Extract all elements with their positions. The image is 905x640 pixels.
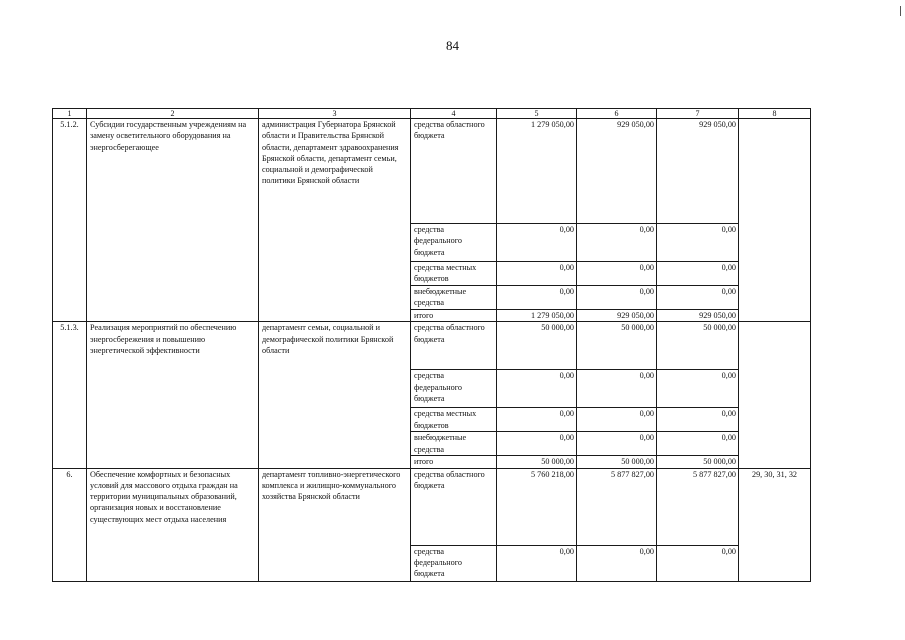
header-col-3: 3 [259, 109, 411, 119]
value-col-7: 0,00 [657, 408, 739, 432]
value-col-7: 929 050,00 [657, 119, 739, 224]
page-number: 84 [446, 38, 459, 53]
header-col-1: 1 [53, 109, 87, 119]
value-col-6: 50 000,00 [577, 322, 657, 370]
row-executor: департамент семьи, социальной и демографической политики Брянской области [259, 322, 411, 468]
budget-table [52, 108, 811, 582]
source-label: средства местных бюджетов [411, 262, 497, 286]
value-col-6: 0,00 [577, 286, 657, 310]
value-col-7: 0,00 [657, 224, 739, 262]
source-label: итого [411, 310, 497, 322]
row-indicators [739, 119, 811, 322]
header-col-8: 8 [739, 109, 811, 119]
value-col-5: 50 000,00 [497, 322, 577, 370]
value-col-7: 50 000,00 [657, 456, 739, 468]
row-indicators: 29, 30, 31, 32 [739, 468, 811, 581]
value-col-5: 0,00 [497, 545, 577, 581]
row-id: 6. [53, 468, 87, 581]
value-col-7: 50 000,00 [657, 322, 739, 370]
value-col-6: 0,00 [577, 370, 657, 408]
header-col-6: 6 [577, 109, 657, 119]
scan-edge-mark [900, 6, 901, 16]
row-name: Реализация мероприятий по обеспечению энергосбережения и повышению энергетической эффективности [87, 322, 259, 468]
table-row [53, 119, 811, 224]
value-col-6: 0,00 [577, 432, 657, 456]
value-col-6: 0,00 [577, 545, 657, 581]
header-col-5: 5 [497, 109, 577, 119]
value-col-6: 5 877 827,00 [577, 468, 657, 545]
table-row [53, 322, 811, 370]
value-col-7: 0,00 [657, 262, 739, 286]
source-label: средства областного бюджета [411, 322, 497, 370]
value-col-5: 1 279 050,00 [497, 119, 577, 224]
source-label: внебюджетные средства [411, 286, 497, 310]
source-label: средства федерального бюджета [411, 370, 497, 408]
value-col-6: 0,00 [577, 262, 657, 286]
value-col-5: 0,00 [497, 224, 577, 262]
row-indicators [739, 322, 811, 468]
value-col-5: 0,00 [497, 286, 577, 310]
source-label: внебюджетные средства [411, 432, 497, 456]
source-label: средства федерального бюджета [411, 545, 497, 581]
row-id: 5.1.2. [53, 119, 87, 322]
value-col-5: 50 000,00 [497, 456, 577, 468]
row-name: Субсидии государственным учреждениям на замену осветительного оборудования на энергосберегающее [87, 119, 259, 322]
value-col-7: 0,00 [657, 545, 739, 581]
source-label: средства местных бюджетов [411, 408, 497, 432]
value-col-6: 0,00 [577, 224, 657, 262]
row-name: Обеспечение комфортных и безопасных условий для массового отдыха граждан на территории муниципальных образований, организация новых и восстановление существующих мест отдыха населения [87, 468, 259, 581]
value-col-5: 0,00 [497, 432, 577, 456]
value-col-7: 5 877 827,00 [657, 468, 739, 545]
value-col-7: 929 050,00 [657, 310, 739, 322]
value-col-7: 0,00 [657, 286, 739, 310]
value-col-7: 0,00 [657, 370, 739, 408]
value-col-5: 1 279 050,00 [497, 310, 577, 322]
value-col-5: 0,00 [497, 370, 577, 408]
value-col-6: 929 050,00 [577, 119, 657, 224]
row-executor: администрация Губернатора Брянской области и Правительства Брянской области, департамент здравоохранения Брянской области, департамент семьи, социальной и демографической политики Брянской области [259, 119, 411, 322]
source-label: итого [411, 456, 497, 468]
table-row [53, 468, 811, 545]
source-label: средства областного бюджета [411, 119, 497, 224]
value-col-7: 0,00 [657, 432, 739, 456]
value-col-5: 0,00 [497, 262, 577, 286]
header-row [53, 109, 811, 119]
value-col-6: 0,00 [577, 408, 657, 432]
value-col-5: 0,00 [497, 408, 577, 432]
source-label: средства федерального бюджета [411, 224, 497, 262]
source-label: средства областного бюджета [411, 468, 497, 545]
value-col-6: 50 000,00 [577, 456, 657, 468]
row-executor: департамент топливно-энергетического комплекса и жилищно-коммунального хозяйства Брянской области [259, 468, 411, 581]
header-col-7: 7 [657, 109, 739, 119]
row-id: 5.1.3. [53, 322, 87, 468]
value-col-6: 929 050,00 [577, 310, 657, 322]
value-col-5: 5 760 218,00 [497, 468, 577, 545]
header-col-4: 4 [411, 109, 497, 119]
header-col-2: 2 [87, 109, 259, 119]
